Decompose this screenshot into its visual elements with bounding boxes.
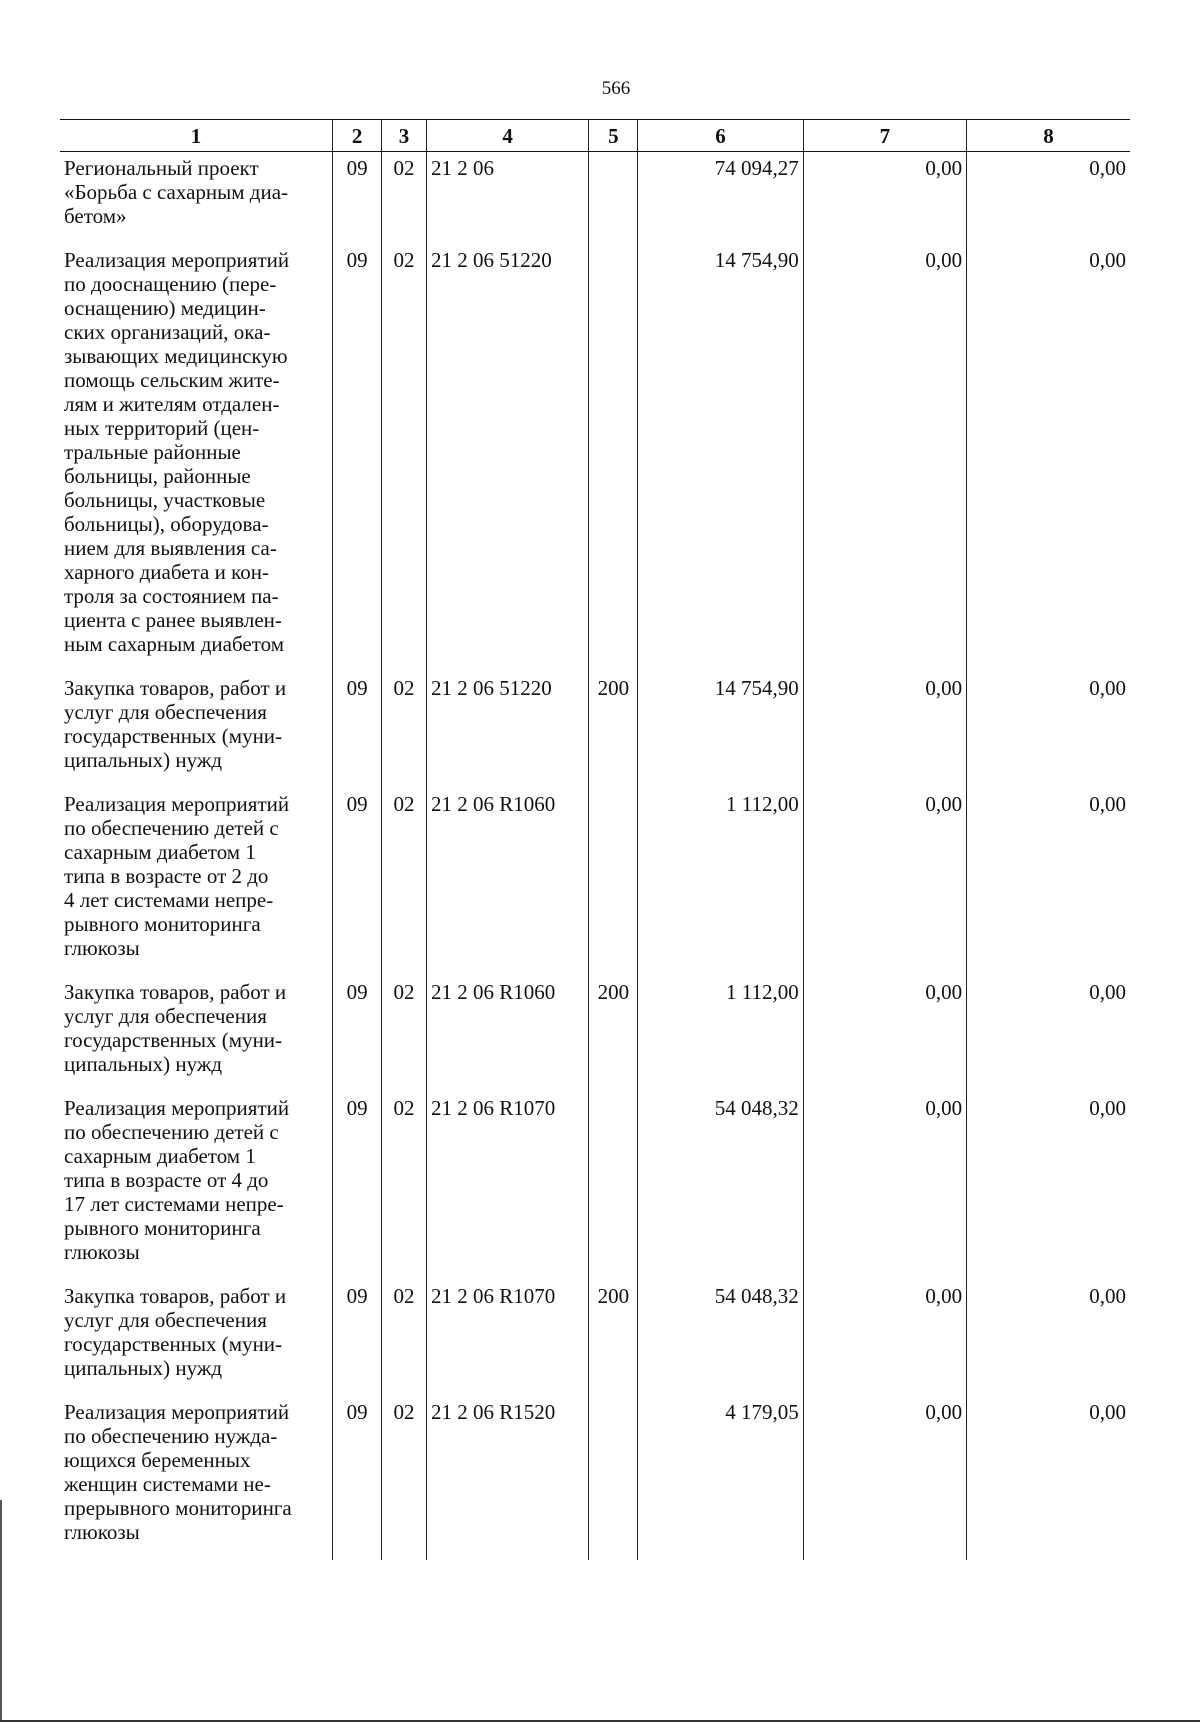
- row-amount: 54 048,32: [638, 1280, 803, 1396]
- row-pr: 02: [382, 152, 427, 245]
- row-gr: 09: [333, 976, 382, 1092]
- row-csr: 21 2 06 51220: [427, 244, 589, 672]
- row-z2: 0,00: [967, 1092, 1130, 1280]
- row-name: Закупка товаров, работ и услуг для обеспечения государственных (муни- ципальных) нужд: [64, 676, 287, 772]
- row-csr: 21 2 06 R1070: [427, 1280, 589, 1396]
- row-vr: [589, 1092, 638, 1280]
- row-pr: 02: [382, 788, 427, 976]
- row-pr: 02: [382, 1396, 427, 1560]
- row-pr: 02: [382, 1280, 427, 1396]
- row-vr: [589, 1396, 638, 1560]
- row-gr: 09: [333, 152, 382, 245]
- row-vr: 200: [589, 672, 638, 788]
- row-csr: 21 2 06 R1520: [427, 1396, 589, 1560]
- column-header-1: 1: [60, 120, 333, 152]
- row-z1: 0,00: [803, 1280, 966, 1396]
- column-header-8: 8: [967, 120, 1130, 152]
- row-name: Реализация мероприятий по обеспечению детей с сахарным диабетом 1 типа в возрасте от 2 до 4 лет системами непре- рывного мониторинга глюкозы: [64, 792, 290, 960]
- row-amount: 1 112,00: [638, 788, 803, 976]
- row-pr: 02: [382, 672, 427, 788]
- row-z2: 0,00: [967, 152, 1130, 245]
- row-z2: 0,00: [967, 672, 1130, 788]
- row-gr: 09: [333, 1396, 382, 1560]
- row-z2: 0,00: [967, 788, 1130, 976]
- row-vr: [589, 788, 638, 976]
- row-amount: 14 754,90: [638, 244, 803, 672]
- table-row: [60, 976, 1130, 1092]
- column-header-6: 6: [638, 120, 803, 152]
- row-name: Закупка товаров, работ и услуг для обеспечения государственных (муни- ципальных) нужд: [64, 980, 287, 1076]
- row-name: Реализация мероприятий по обеспечению нужда- ющихся беременных женщин системами не- прерывного мониторинга глюкозы: [64, 1400, 292, 1544]
- row-amount: 14 754,90: [638, 672, 803, 788]
- column-header-5: 5: [589, 120, 638, 152]
- row-pr: 02: [382, 1092, 427, 1280]
- row-amount: 74 094,27: [638, 152, 803, 245]
- row-gr: 09: [333, 672, 382, 788]
- row-z2: 0,00: [967, 976, 1130, 1092]
- table-row: [60, 1280, 1130, 1396]
- table-row: [60, 1092, 1130, 1280]
- row-csr: 21 2 06 R1060: [427, 976, 589, 1092]
- budget-table: [60, 119, 1130, 1560]
- row-amount: 4 179,05: [638, 1396, 803, 1560]
- row-amount: 1 112,00: [638, 976, 803, 1092]
- row-gr: 09: [333, 1280, 382, 1396]
- row-z1: 0,00: [803, 244, 966, 672]
- row-pr: 02: [382, 244, 427, 672]
- row-vr: [589, 244, 638, 672]
- row-gr: 09: [333, 788, 382, 976]
- row-z1: 0,00: [803, 1092, 966, 1280]
- table-row: [60, 152, 1130, 245]
- row-vr: [589, 152, 638, 245]
- column-header-3: 3: [382, 120, 427, 152]
- row-csr: 21 2 06 51220: [427, 672, 589, 788]
- row-csr: 21 2 06 R1070: [427, 1092, 589, 1280]
- row-vr: 200: [589, 1280, 638, 1396]
- row-name: Закупка товаров, работ и услуг для обеспечения государственных (муни- ципальных) нужд: [64, 1284, 287, 1380]
- page-number: 566: [601, 78, 631, 99]
- row-z1: 0,00: [803, 1396, 966, 1560]
- row-gr: 09: [333, 1092, 382, 1280]
- row-vr: 200: [589, 976, 638, 1092]
- left-margin-line: [0, 1500, 5, 1722]
- row-z2: 0,00: [967, 1396, 1130, 1560]
- row-name: Региональный проект «Борьба с сахарным диа- бетом»: [64, 156, 289, 228]
- row-name: Реализация мероприятий по обеспечению детей с сахарным диабетом 1 типа в возрасте от 4 до 17 лет системами непре- рывного мониторинга глюкозы: [64, 1096, 290, 1264]
- table-row: [60, 788, 1130, 976]
- row-name: Реализация мероприятий по дооснащению (пере- оснащению) медицин- ских организаций, ока- зывающих медицинскую помощь сельским жите- лям и жителям отдален- ных территорий (цен- тральные районные больницы, районные больницы, участковые больницы), оборудова- нием для выявления са- харного диабета и кон- троля за состоянием па- циента с ранее выявлен- ным сахарным диабетом: [64, 248, 290, 656]
- row-z1: 0,00: [803, 976, 966, 1092]
- row-csr: 21 2 06 R1060: [427, 788, 589, 976]
- table-row: [60, 1396, 1130, 1560]
- row-z1: 0,00: [803, 672, 966, 788]
- column-header-4: 4: [427, 120, 589, 152]
- table-row: [60, 672, 1130, 788]
- column-header-7: 7: [803, 120, 966, 152]
- row-z1: 0,00: [803, 788, 966, 976]
- row-z1: 0,00: [803, 152, 966, 245]
- column-header-2: 2: [333, 120, 382, 152]
- row-amount: 54 048,32: [638, 1092, 803, 1280]
- row-gr: 09: [333, 244, 382, 672]
- row-csr: 21 2 06: [427, 152, 589, 245]
- row-pr: 02: [382, 976, 427, 1092]
- table-row: [60, 244, 1130, 672]
- header-row: [60, 120, 1130, 152]
- row-z2: 0,00: [967, 244, 1130, 672]
- row-z2: 0,00: [967, 1280, 1130, 1396]
